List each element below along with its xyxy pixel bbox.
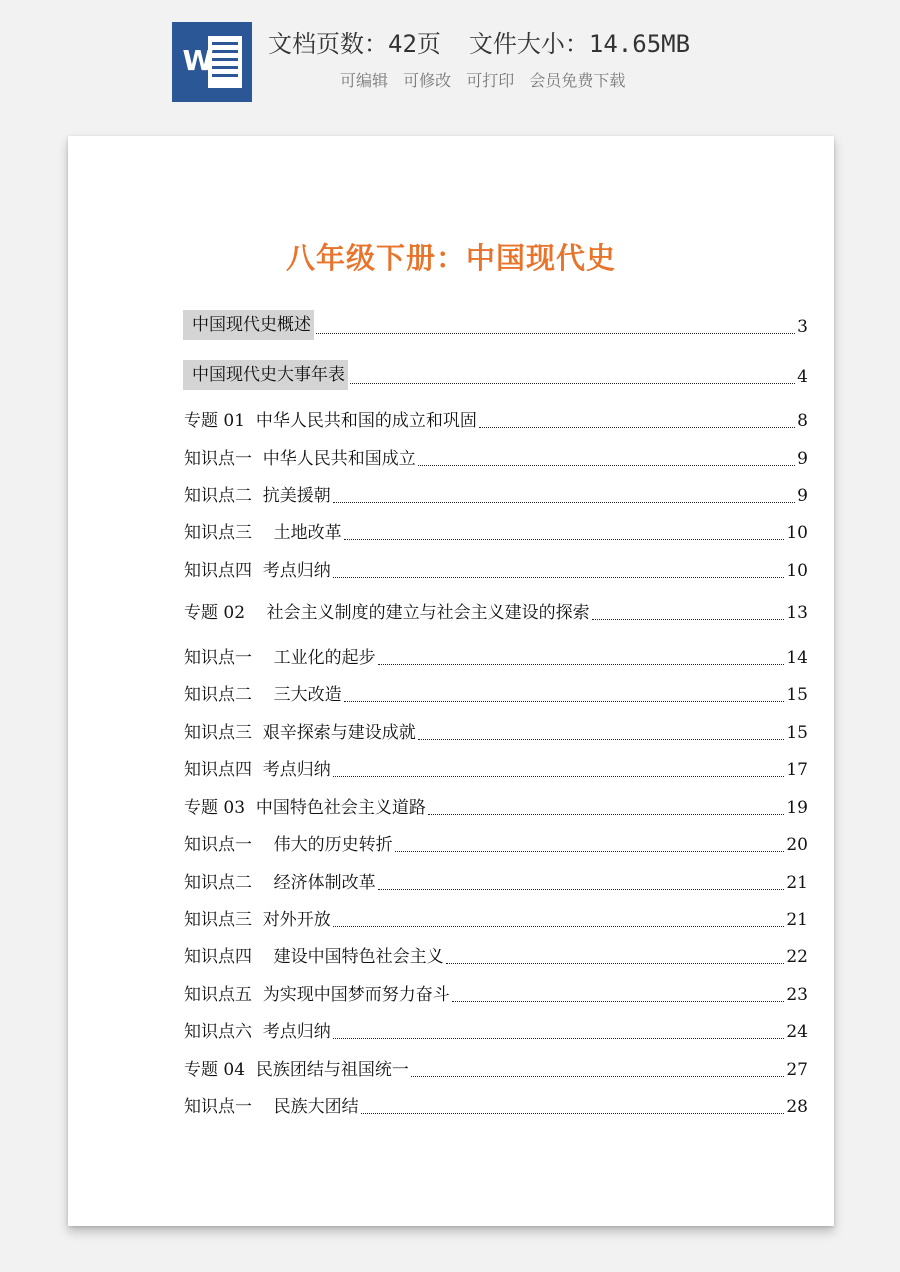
toc-entry-label: 知识点四 考点归纳 — [184, 561, 331, 581]
document-page — [68, 136, 834, 1226]
toc-page-number: 10 — [786, 523, 808, 543]
toc-leader-dots — [361, 1112, 785, 1114]
toc-leader-dots — [333, 925, 785, 927]
toc-page-number: 21 — [786, 910, 808, 930]
toc-leader-dots — [479, 426, 795, 428]
toc-page-number: 15 — [786, 723, 808, 743]
toc-entry[interactable] — [184, 1015, 808, 1045]
toc-leader-dots — [344, 700, 785, 702]
toc-entry-label: 知识点四 建设中国特色社会主义 — [184, 947, 444, 967]
toc-leader-dots — [333, 1037, 785, 1039]
toc-entry-label: 知识点二 抗美援朝 — [184, 486, 331, 506]
toc-leader-dots — [395, 850, 785, 852]
toc-entry[interactable] — [184, 828, 808, 858]
toc-leader-dots — [333, 775, 785, 777]
toc-page-number: 22 — [786, 947, 808, 967]
toc-entry-label: 知识点五 为实现中国梦而努力奋斗 — [184, 985, 450, 1005]
toc-page-number: 24 — [786, 1022, 808, 1042]
toc-leader-dots — [333, 576, 785, 578]
toc-leader-dots — [378, 663, 785, 665]
file-meta — [268, 24, 768, 59]
toc-leader-dots — [418, 738, 785, 740]
feature-editable: 可编辑 — [340, 71, 389, 90]
toc-leader-dots — [446, 962, 785, 964]
toc-entry[interactable] — [184, 596, 808, 626]
toc-leader-dots — [316, 332, 795, 334]
toc-page-number: 8 — [797, 411, 808, 431]
toc-entry-label: 知识点二 经济体制改革 — [184, 873, 376, 893]
toc-entry[interactable] — [184, 678, 808, 708]
feature-printable: 可打印 — [466, 71, 515, 90]
toc-page-number: 17 — [786, 760, 808, 780]
feature-modifiable: 可修改 — [403, 71, 452, 90]
toc-page-number: 3 — [797, 317, 808, 337]
toc-entry-label: 知识点四 考点归纳 — [184, 760, 331, 780]
toc-entry[interactable] — [184, 716, 808, 746]
toc-page-number: 23 — [786, 985, 808, 1005]
toc-entry[interactable] — [184, 903, 808, 933]
toc-leader-dots — [592, 618, 785, 620]
toc-leader-dots — [333, 501, 795, 503]
toc-entry[interactable] — [184, 1053, 808, 1083]
toc-entry[interactable] — [184, 404, 808, 434]
toc-page-number: 14 — [786, 648, 808, 668]
toc-entry-label: 知识点三 对外开放 — [184, 910, 331, 930]
word-icon — [172, 22, 252, 102]
toc-entry[interactable] — [184, 791, 808, 821]
file-size: 文件大小：14.65MB — [468, 30, 691, 58]
toc-entry[interactable] — [184, 479, 808, 509]
toc-page-number: 9 — [797, 486, 808, 506]
toc-entry-label: 知识点一 中华人民共和国成立 — [184, 449, 416, 469]
feature-list — [340, 68, 740, 91]
toc-entry[interactable] — [184, 753, 808, 783]
toc-entry-label: 中国现代史大事年表 — [183, 360, 348, 390]
toc-page-number: 27 — [786, 1060, 808, 1080]
toc-entry-label: 知识点一 民族大团结 — [184, 1097, 359, 1117]
toc-entry-label: 专题 01 中华人民共和国的成立和巩固 — [184, 411, 477, 431]
toc-entry[interactable] — [184, 978, 808, 1008]
toc-page-number: 9 — [797, 449, 808, 469]
toc-page-number: 21 — [786, 873, 808, 893]
toc-entry-label: 专题 04 民族团结与祖国统一 — [184, 1060, 409, 1080]
toc-entry-label: 知识点六 考点归纳 — [184, 1022, 331, 1042]
toc-entry-label: 专题 03 中国特色社会主义道路 — [184, 798, 426, 818]
toc-leader-dots — [428, 813, 785, 815]
toc-page-number: 15 — [786, 685, 808, 705]
toc-page-number: 13 — [786, 603, 808, 623]
feature-member-download: 会员免费下载 — [529, 71, 626, 90]
toc-entry[interactable] — [184, 866, 808, 896]
download-header — [0, 0, 900, 120]
toc-entry[interactable] — [184, 1090, 808, 1120]
toc-entry[interactable] — [184, 554, 808, 584]
toc-entry-label: 知识点一 工业化的起步 — [184, 648, 376, 668]
toc-entry-label: 知识点二 三大改造 — [184, 685, 342, 705]
word-icon-letter: W — [182, 44, 214, 77]
toc-entry[interactable] — [184, 442, 808, 472]
toc-entry[interactable] — [184, 310, 808, 340]
toc-leader-dots — [411, 1075, 785, 1077]
toc-entry-label: 中国现代史概述 — [183, 310, 314, 340]
toc-entry-label: 知识点一 伟大的历史转折 — [184, 835, 393, 855]
toc-page-number: 20 — [786, 835, 808, 855]
toc-leader-dots — [452, 1000, 785, 1002]
toc-entry-label: 知识点三 土地改革 — [184, 523, 342, 543]
toc-leader-dots — [418, 464, 795, 466]
toc-entry-label: 知识点三 艰辛探索与建设成就 — [184, 723, 416, 743]
toc-page-number: 4 — [797, 367, 808, 387]
toc-entry-label: 专题 02 社会主义制度的建立与社会主义建设的探索 — [184, 603, 590, 623]
toc-leader-dots — [344, 538, 785, 540]
document-title: 八年级下册：中国现代史 — [285, 241, 616, 275]
toc-entry[interactable] — [184, 516, 808, 546]
toc-entry[interactable] — [184, 940, 808, 970]
toc-leader-dots — [350, 382, 795, 384]
toc-leader-dots — [378, 888, 785, 890]
toc-page-number: 10 — [786, 561, 808, 581]
toc-page-number: 28 — [786, 1097, 808, 1117]
toc-page-number: 19 — [786, 798, 808, 818]
toc-entry[interactable] — [184, 641, 808, 671]
page-count: 文档页数：42页 — [268, 30, 441, 58]
toc-entry[interactable] — [184, 360, 808, 390]
